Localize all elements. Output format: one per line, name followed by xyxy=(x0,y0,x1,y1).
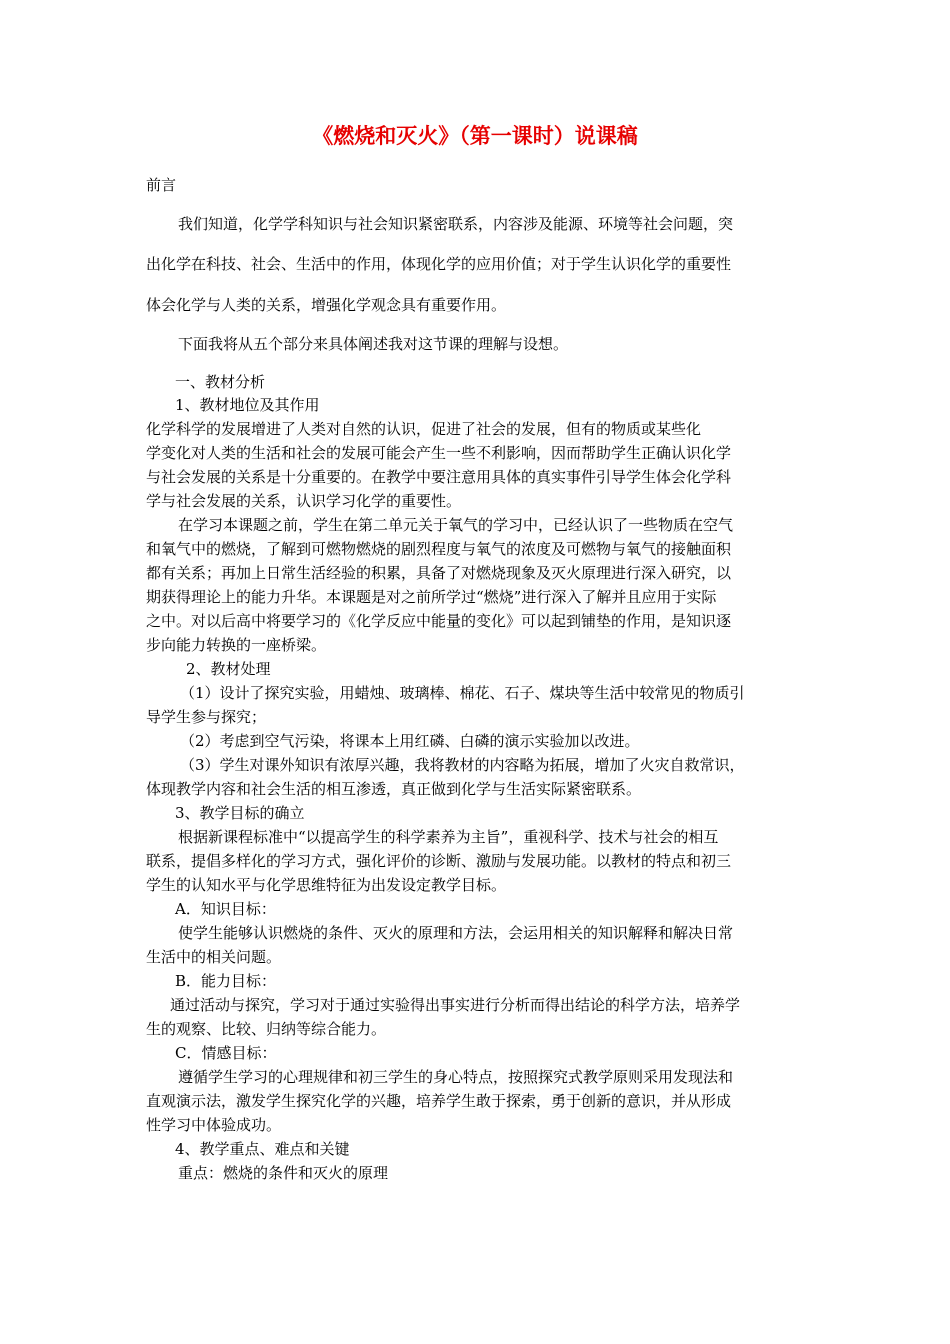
text-line: 重点：燃烧的条件和灭火的原理 xyxy=(178,1164,389,1182)
text-line: 遵循学生学习的心理规律和初三学生的身心特点，按照探究式教学原则采用发现法和 xyxy=(178,1068,734,1086)
text-line: （2）考虑到空气污染，将课本上用红磷、白磷的演示实验加以改进。 xyxy=(180,732,640,750)
text-line: B．能力目标： xyxy=(175,972,277,990)
text-line: 出化学在科技、社会、生活中的作用，体现化学的应用价值；对于学生认识化学的重要性 xyxy=(146,255,732,273)
text-line: 学变化对人类的生活和社会的发展可能会产生一些不利影响，因而帮助学生正确认识化学 xyxy=(146,444,732,462)
text-line: 导学生参与探究； xyxy=(146,708,267,726)
text-line: 2、教材处理 xyxy=(186,660,271,678)
text-line: 学生的认知水平与化学思维特征为出发设定教学目标。 xyxy=(146,876,507,894)
text-line: 根据新课程标准中“以提高学生的科学素养为主旨”，重视科学、技术与社会的相互 xyxy=(178,828,719,846)
text-line: 体会化学与人类的关系，增强化学观念具有重要作用。 xyxy=(146,296,507,314)
text-line: 下面我将从五个部分来具体阐述我对这节课的理解与设想。 xyxy=(178,335,569,353)
text-line: 3、教学目标的确立 xyxy=(175,804,305,822)
text-line: 生活中的相关问题。 xyxy=(146,948,282,966)
text-line: 4、教学重点、难点和关键 xyxy=(175,1140,350,1158)
text-line: 联系，提倡多样化的学习方式，强化评价的诊断、激励与发展功能。以教材的特点和初三 xyxy=(146,852,732,870)
text-line: （3）学生对课外知识有浓厚兴趣，我将教材的内容略为拓展，增加了火灾自救常识， xyxy=(180,756,745,774)
text-line: 之中。对以后高中将要学习的《化学反应中能量的变化》可以起到铺垫的作用，是知识逐 xyxy=(146,612,732,630)
text-line: 前言 xyxy=(146,176,177,194)
document-title: 《燃烧和灭火》（第一课时）说课稿 xyxy=(312,123,638,148)
text-line: 性学习中体验成功。 xyxy=(146,1116,282,1134)
text-line: 我们知道，化学学科知识与社会知识紧密联系，内容涉及能源、环境等社会问题，突 xyxy=(178,215,734,233)
text-line: 生的观察、比较、归纳等综合能力。 xyxy=(146,1020,387,1038)
text-line: 在学习本课题之前，学生在第二单元关于氧气的学习中，已经认识了一些物质在空气 xyxy=(178,516,734,534)
text-line: C．情感目标： xyxy=(175,1044,277,1062)
text-line: 都有关系；再加上日常生活经验的积累，具备了对燃烧现象及灭火原理进行深入研究，以 xyxy=(146,564,732,582)
text-line: 步向能力转换的一座桥梁。 xyxy=(146,636,327,654)
text-line: 期获得理论上的能力升华。本课题是对之前所学过“燃烧”进行深入了解并且应用于实际 xyxy=(146,588,717,606)
text-line: 使学生能够认识燃烧的条件、灭火的原理和方法，会运用相关的知识解释和解决日常 xyxy=(178,924,734,942)
text-line: 通过活动与探究，学习对于通过实验得出事实进行分析而得出结论的科学方法，培养学 xyxy=(170,996,741,1014)
text-line: 直观演示法，激发学生探究化学的兴趣，培养学生敢于探索，勇于创新的意识，并从形成 xyxy=(146,1092,732,1110)
text-line: A．知识目标： xyxy=(175,900,276,918)
text-line: 化学科学的发展增进了人类对自然的认识，促进了社会的发展，但有的物质或某些化 xyxy=(146,420,702,438)
text-line: 体现教学内容和社会生活的相互渗透，真正做到化学与生活实际紧密联系。 xyxy=(146,780,642,798)
text-line: 1、教材地位及其作用 xyxy=(175,396,320,414)
text-line: （1）设计了探究实验，用蜡烛、玻璃棒、棉花、石子、煤块等生活中较常见的物质引 xyxy=(180,684,745,702)
text-line: 和氧气中的燃烧，了解到可燃物燃烧的剧烈程度与氧气的浓度及可燃物与氧气的接触面积 xyxy=(146,540,732,558)
text-line: 与社会发展的关系是十分重要的。在教学中要注意用具体的真实事件引导学生体会化学科 xyxy=(146,468,732,486)
text-line: 一、教材分析 xyxy=(175,373,266,391)
text-line: 学与社会发展的关系，认识学习化学的重要性。 xyxy=(146,492,462,510)
